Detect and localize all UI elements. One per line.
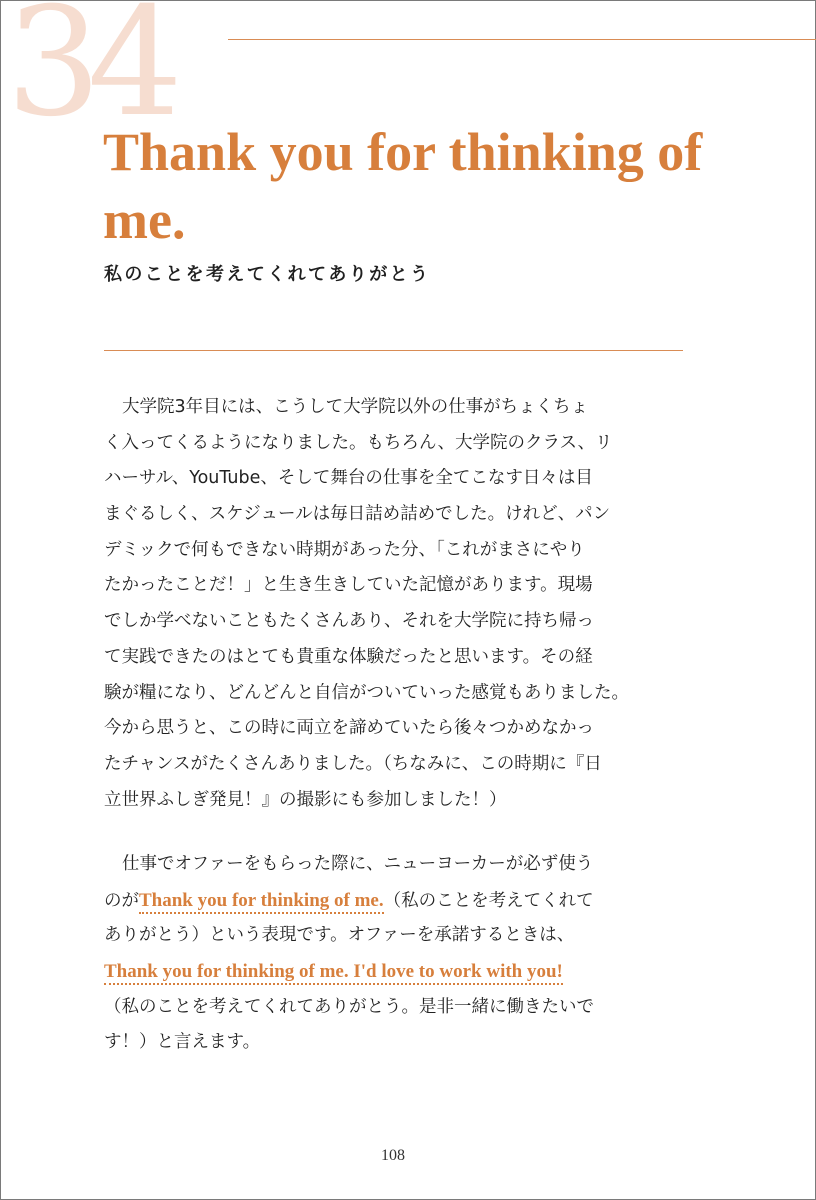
paragraph-line: （私のことを考えてくれてありがとう。是非一緒に働きたいで	[104, 996, 594, 1017]
paragraph-line: ありがとう）という表現です。オファーを承諾するときは、	[104, 925, 575, 946]
paragraph-line: 大学院3年目には、こうして大学院以外の仕事がちょくちょ	[122, 397, 589, 417]
key-phrase: Thank you for thinking of me. I'd love to work with you!	[104, 961, 563, 985]
body-paragraph-2	[104, 847, 704, 1061]
paragraph-line: 今から思うと、この時に両立を諦めていたら後々つかめなかっ	[104, 718, 594, 739]
body-paragraph-1	[104, 390, 704, 818]
paragraph-line: す！）と言えます。	[104, 1032, 261, 1053]
paragraph-line	[104, 954, 704, 990]
section-divider	[104, 350, 683, 351]
chapter-subtitle: 私のことを考えてくれてありがとう	[104, 264, 431, 285]
paragraph-line: て実践できたのはとても貴重な体験だったと思います。その経	[104, 646, 593, 667]
paragraph-line: 験が糧になり、どんどんと自信がついていった感覚もありました。	[104, 682, 629, 703]
header-rule	[228, 39, 816, 40]
paragraph-line: 仕事でオファーをもらった際に、ニューヨーカーが必ず使う	[122, 854, 594, 874]
key-phrase: Thank you for thinking of me.	[139, 890, 384, 914]
paragraph-line: ハーサル、YouTube、そして舞台の仕事を全てこなす日々は目	[104, 468, 593, 489]
chapter-number: 34	[6, 0, 169, 150]
chapter-title: Thank you for thinking of me.	[103, 122, 703, 250]
paragraph-line	[104, 883, 704, 919]
paragraph-line: く入ってくるようになりました。もちろん、大学院のクラス、リ	[104, 432, 613, 453]
paragraph-line: たかったことだ！」と生き生きしていた記憶があります。現場	[104, 575, 593, 596]
paragraph-text: のが	[104, 890, 139, 911]
paragraph-line: 立世界ふしぎ発見！』の撮影にも参加しました！）	[104, 789, 507, 810]
paragraph-line: でしか学べないこともたくさんあり、それを大学院に持ち帰っ	[104, 611, 594, 632]
page-number: 108	[381, 1147, 405, 1164]
paragraph-line: まぐるしく、スケジュールは毎日詰め詰めでした。けれど、パン	[104, 504, 611, 525]
paragraph-line: デミックで何もできない時期があった分、「これがまさにやり	[104, 539, 585, 560]
paragraph-text: （私のことを考えてくれて	[383, 890, 594, 911]
paragraph-line: たチャンスがたくさんありました。（ちなみに、この時期に『日	[104, 753, 602, 774]
